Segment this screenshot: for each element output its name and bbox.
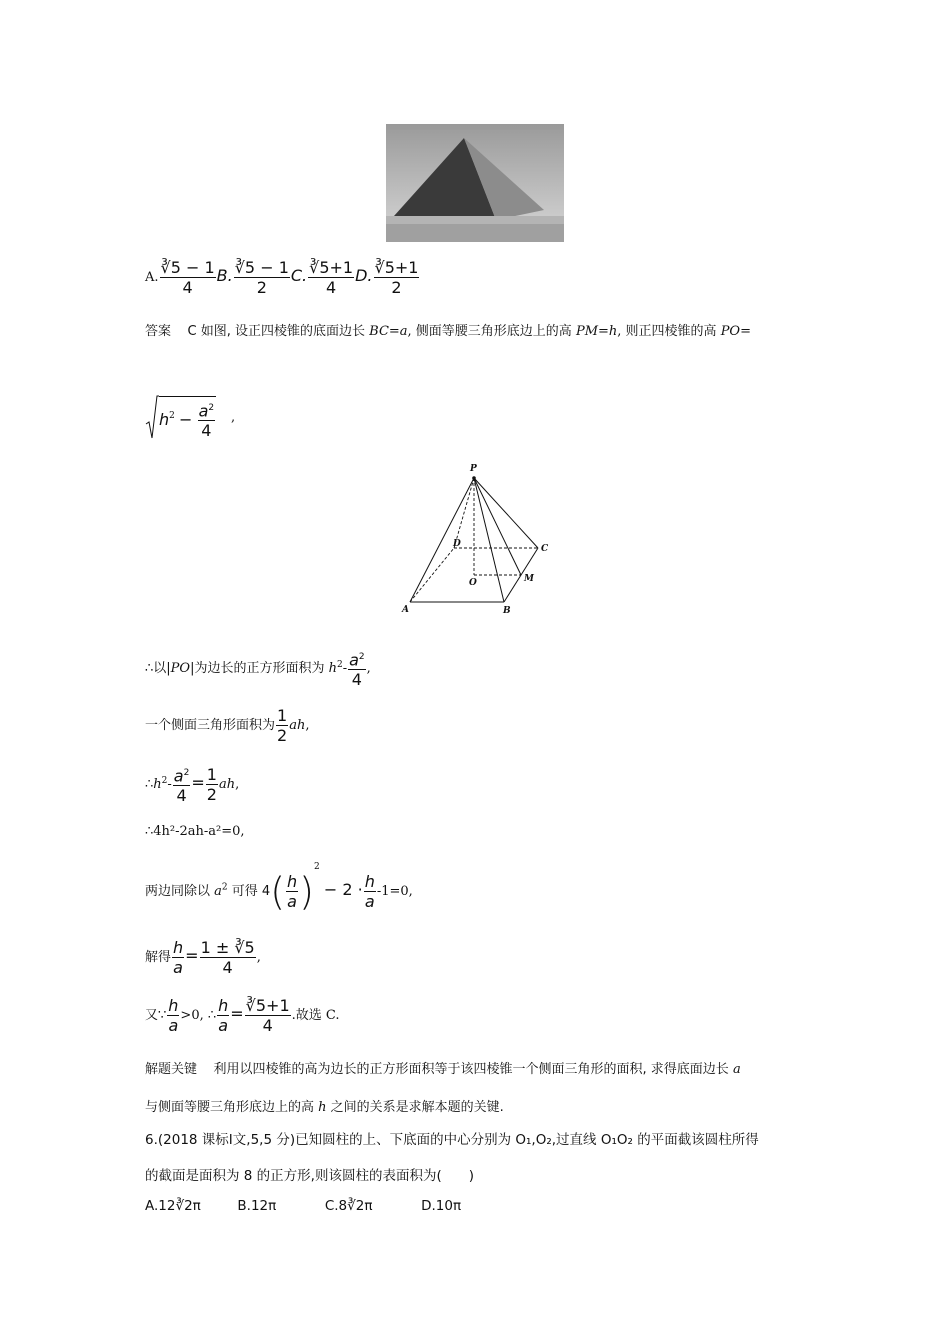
step7-gt: >0, ∴ [180, 1008, 217, 1023]
label-m: M [524, 574, 534, 584]
option-a-prefix: A. [145, 270, 159, 285]
step6-fraction-1 [172, 938, 184, 977]
step7-den: 4 [262, 1016, 273, 1035]
step1-tail: , [366, 661, 371, 677]
height-tail: , [231, 410, 236, 425]
option-b-fraction [234, 258, 290, 297]
step3-a-exp: 2 [183, 768, 190, 778]
answer-bc: BC=a [369, 324, 408, 339]
height-a-exp: 2 [208, 403, 215, 413]
height-minus: − [179, 410, 193, 430]
key-h: h [318, 1100, 327, 1115]
step5-fraction-1 [286, 872, 298, 911]
step3-fraction-1 [173, 764, 191, 805]
step1-text2: |为边长的正方形面积为 [190, 661, 329, 677]
step7-a: a [168, 1016, 179, 1035]
step5-text2: 可得 4 [227, 884, 271, 899]
q5-options [145, 258, 420, 297]
step2-text: 一个侧面三角形面积为 [145, 718, 276, 733]
step-2 [145, 706, 309, 745]
step6-a: a [173, 958, 183, 977]
answer-text-1: C 如图, 设正四棱锥的底面边长 [187, 324, 370, 339]
step2-ah: ah [289, 718, 306, 733]
key-text-2a: 与侧面等腰三角形底边上的高 [145, 1100, 319, 1115]
step5-a-exp: 2 [221, 882, 228, 893]
option-b-num: ∛5 − 1 [234, 258, 289, 277]
label-b: B [503, 606, 511, 616]
height-fraction [198, 399, 216, 440]
height-den: 4 [201, 421, 212, 441]
key-line-1 [145, 1058, 741, 1077]
step7-text: 又∵ [145, 1008, 167, 1023]
step7-a2: a [218, 1016, 229, 1035]
option-c-den: 4 [326, 278, 337, 297]
option-a-den: 4 [182, 278, 193, 297]
step5-tail: -1=0, [376, 884, 413, 899]
q6-line-2: 的截面是面积为 8 的正方形,则该圆柱的表面积为( ) [145, 1168, 474, 1184]
step3-fraction-2 [206, 765, 218, 804]
option-b-den: 2 [256, 278, 267, 297]
step3-minus: - [167, 777, 172, 793]
step1-den: 4 [351, 670, 362, 690]
step7-fraction-1 [167, 996, 179, 1035]
step1-minus: - [342, 661, 348, 677]
step2-tail: , [305, 718, 310, 733]
label-a: A [402, 605, 409, 615]
option-c-fraction [308, 258, 354, 297]
pyramid-photo [386, 124, 564, 242]
step5-pow: 2 [313, 862, 320, 872]
option-a-num: ∛5 − 1 [160, 258, 215, 277]
label-p: P [470, 464, 477, 474]
step7-tail: .故选 C. [291, 1008, 340, 1023]
step5-paren-close: ) [299, 869, 314, 914]
answer-line [145, 320, 751, 339]
option-d-prefix: D. [355, 266, 373, 285]
answer-text-3: , 则正四棱锥的高 [617, 324, 721, 339]
q6-line-1: 6.(2018 课标Ⅰ文,5,5 分)已知圆柱的上、下底面的中心分别为 O₁,O₂,过直线 O₁O₂ 的平面截该圆柱所得 [145, 1132, 759, 1148]
pyramid-diagram-svg [400, 460, 560, 620]
step7-h2: h [218, 996, 229, 1015]
step5-mid: − 2 · [323, 880, 363, 899]
height-a: a [198, 401, 209, 421]
step5-h: h [287, 872, 298, 891]
radical-sign-icon [145, 394, 159, 440]
step3-ah: ah [218, 777, 236, 793]
step3-prefix: ∴ [145, 777, 154, 793]
option-c-num: ∛5+1 [309, 258, 354, 277]
answer-pm: PM=h [575, 324, 618, 339]
step3-den2: 2 [206, 785, 217, 805]
key-a: a [732, 1062, 741, 1077]
key-label: 解题关键 [145, 1062, 198, 1077]
step5-h2: h [364, 872, 375, 891]
step6-fraction-2 [200, 938, 256, 977]
step6-den: 4 [222, 958, 233, 977]
option-d-fraction [374, 258, 420, 297]
step-7 [145, 996, 340, 1035]
step-3 [145, 764, 239, 805]
q6-option-b: B.12π [237, 1198, 277, 1214]
step2-den: 2 [277, 726, 288, 745]
height-h: h [159, 410, 170, 430]
pyramid-diagram [400, 460, 560, 620]
step-6 [145, 938, 261, 977]
option-c-prefix: C. [290, 266, 308, 285]
option-a-fraction [160, 258, 216, 297]
step1-fraction [348, 648, 366, 689]
step1-a-exp: 2 [358, 652, 365, 662]
q6-option-a: A.12∛2π [145, 1198, 201, 1214]
step6-eq: = [185, 946, 199, 965]
step-4: ∴4h²-2ah-a²=0, [145, 824, 245, 839]
height-h-exp: 2 [169, 410, 175, 421]
step7-fraction-3 [245, 996, 291, 1035]
q6-option-d: D.10π [421, 1198, 462, 1214]
answer-label: 答案 [145, 324, 172, 339]
option-d-num: ∛5+1 [374, 258, 419, 277]
step7-fraction-2 [217, 996, 229, 1035]
step6-tail: , [256, 950, 261, 965]
step5-a3: a [364, 892, 375, 911]
step3-den: 4 [176, 786, 187, 806]
step3-a: a [173, 766, 184, 786]
key-line-2 [145, 1096, 504, 1115]
label-d: D [453, 539, 461, 549]
step3-tail: , [235, 777, 240, 793]
step2-num: 1 [277, 706, 288, 725]
step1-h: h [328, 661, 337, 677]
step7-num: ∛5+1 [245, 996, 290, 1015]
step5-text: 两边同除以 [145, 884, 215, 899]
label-c: C [541, 544, 549, 554]
step3-num: 1 [206, 765, 217, 785]
step5-paren-open: ( [270, 869, 286, 914]
step2-fraction [276, 706, 288, 745]
key-text-2b: 之间的关系是求解本题的关键. [326, 1100, 504, 1115]
step-5 [145, 862, 413, 912]
option-b-prefix: B. [216, 266, 233, 285]
step6-h: h [173, 938, 184, 957]
step3-eq: = [191, 773, 205, 793]
step-1 [145, 648, 371, 689]
q6-options [145, 1198, 461, 1214]
step1-po: PO [170, 661, 191, 677]
option-d-den: 2 [391, 278, 402, 297]
key-text-1: 利用以四棱锥的高为边长的正方形面积等于该四棱锥一个侧面三角形的面积, 求得底面边长 [213, 1062, 733, 1077]
step7-h: h [168, 996, 179, 1015]
apex-point [472, 476, 476, 480]
step3-h-exp: 2 [161, 775, 168, 786]
step5-fraction-2 [364, 872, 376, 911]
answer-text-2: , 侧面等腰三角形底边上的高 [407, 324, 576, 339]
step5-a: a [214, 884, 222, 899]
step1-h-exp: 2 [336, 659, 343, 670]
step1-text: ∴以| [145, 661, 171, 677]
step3-h: h [153, 777, 162, 793]
label-o: O [469, 578, 477, 588]
step1-a: a [349, 650, 359, 670]
step7-eq: = [230, 1004, 244, 1023]
q6-option-c: C.8∛2π [324, 1198, 373, 1214]
step6-text: 解得 [145, 950, 172, 965]
answer-po: PO= [720, 324, 751, 339]
step6-num: 1 ± ∛5 [200, 938, 255, 957]
step5-a2: a [287, 892, 297, 911]
